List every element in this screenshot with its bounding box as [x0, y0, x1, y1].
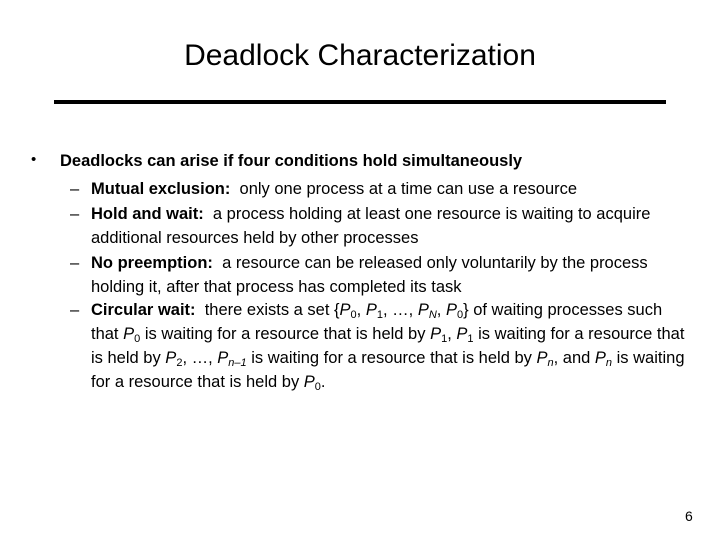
term-hold-and-wait: Hold and wait:: [91, 205, 204, 223]
page-number: 6: [685, 508, 693, 524]
dash-marker: –: [70, 205, 80, 223]
term-no-preemption: No preemption:: [91, 254, 213, 272]
title-divider: [54, 100, 666, 104]
main-bullet-text: Deadlocks can arise if four conditions hold simultaneously: [60, 152, 523, 170]
bullet-marker: •: [31, 151, 37, 168]
term-mutual-exclusion: Mutual exclusion:: [91, 180, 231, 198]
sub-bullet-text: a resource can be released only voluntarily by the process holding it, after that process has completed its task: [91, 254, 648, 296]
sub-bullet-text: only one process at a time can use a resource: [239, 180, 578, 198]
term-circular-wait: Circular wait:: [91, 301, 196, 319]
dash-marker: –: [70, 254, 80, 272]
dash-marker: –: [70, 301, 80, 319]
slide-title: Deadlock Characterization: [184, 39, 536, 72]
dash-marker: –: [70, 180, 80, 198]
sub-bullet-text: there exists a set {$P_0$, $P_1$, …, $P_N$, $P_0$} of waiting processes such that $P_0$ is waiting for a resource that is held by $P_1$, $P_1$ is waiting for a resource that is held by $P_2$, …, $P_{n-1}$ is waiting for a resource that is held by $P_n$, and $P_n$ is waiting for a resource that is held by $P_0$.: [91, 301, 685, 393]
sub-bullet-text: a process holding at least one resource is waiting to acquire additional resources held by other processes: [91, 205, 651, 247]
